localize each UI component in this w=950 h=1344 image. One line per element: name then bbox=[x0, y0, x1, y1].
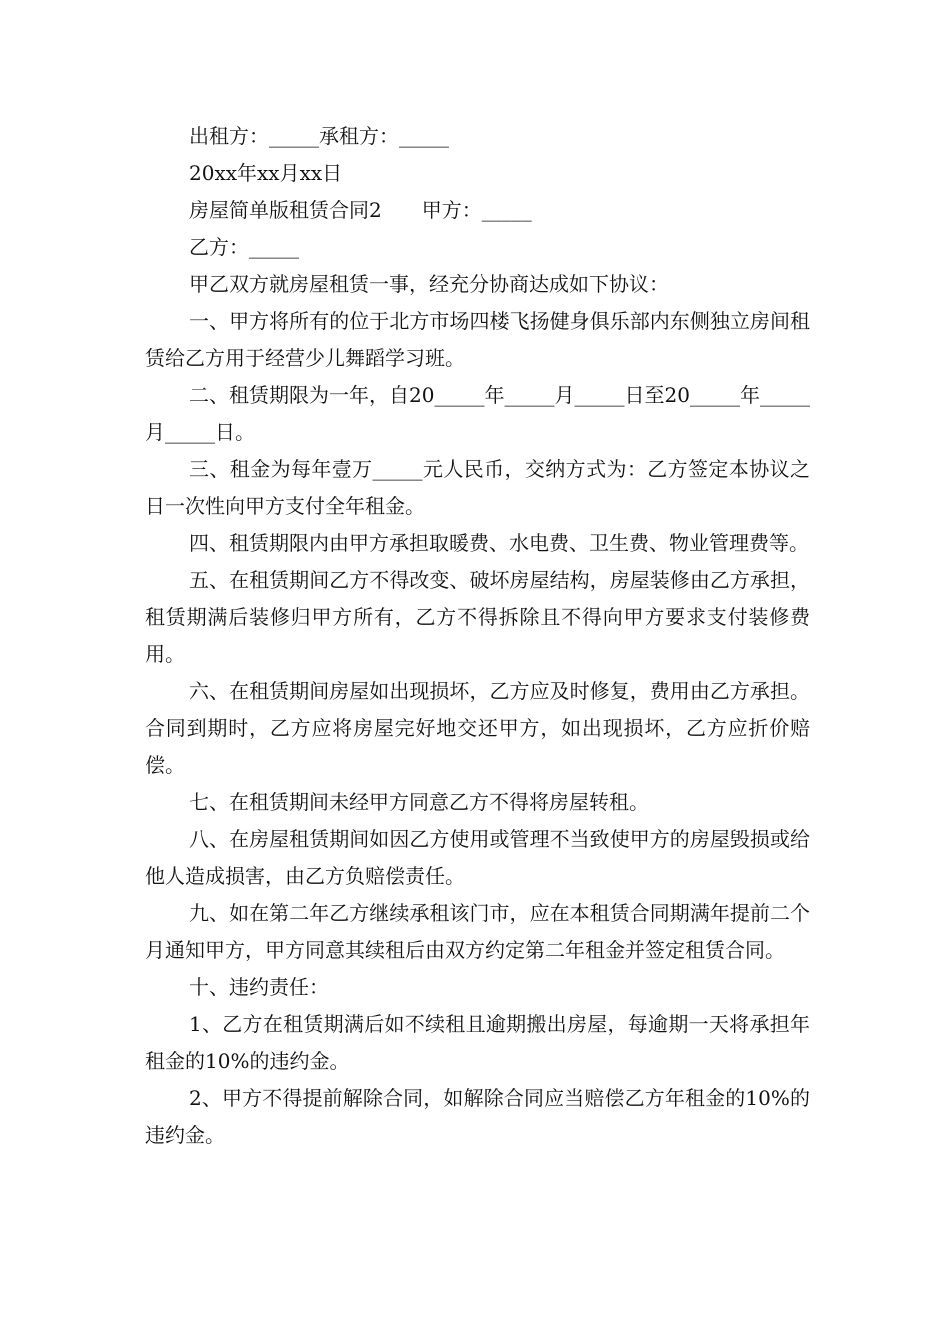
party-b-line: 乙方：_____ bbox=[189, 235, 299, 259]
clause-10-heading: 十、违约责任： bbox=[189, 975, 329, 999]
clause-8: 八、在房屋租赁期间如因乙方使用或管理不当致使甲方的房屋毁损或给他人造成损害，由乙方负赔偿责任。 bbox=[145, 827, 810, 888]
lessor-lessee-line: 出租方：_____承租方：_____ bbox=[189, 124, 449, 148]
clause-1: 一、甲方将所有的位于北方市场四楼飞扬健身俱乐部内东侧独立房间租赁给乙方用于经营少儿舞蹈学习班。 bbox=[145, 309, 810, 370]
clause-7: 七、在租赁期间未经甲方同意乙方不得将房屋转租。 bbox=[189, 790, 649, 814]
clause-6: 六、在租赁期间房屋如出现损坏，乙方应及时修复，费用由乙方承担。合同到期时，乙方应将房屋完好地交还甲方，如出现损坏，乙方应折价赔偿。 bbox=[145, 679, 810, 777]
date-line: 20xx年xx月xx日 bbox=[189, 161, 343, 185]
clause-3: 三、租金为每年壹万_____元人民币，交纳方式为：乙方签定本协议之日一次性向甲方支付全年租金。 bbox=[145, 457, 810, 518]
clause-4: 四、租赁期限内由甲方承担取暖费、水电费、卫生费、物业管理费等。 bbox=[189, 531, 809, 555]
document-body bbox=[145, 118, 810, 1154]
breach-item-1: 1、乙方在租赁期满后如不续租且逾期搬出房屋，每逾期一天将承担年租金的10%的违约金。 bbox=[145, 1012, 810, 1073]
clause-9: 九、如在第二年乙方继续承租该门市，应在本租赁合同期满年提前二个月通知甲方，甲方同意其续租后由双方约定第二年租金并签定租赁合同。 bbox=[145, 901, 810, 962]
contract-title-line: 房屋简单版租赁合同2 甲方：_____ bbox=[189, 198, 532, 222]
breach-item-2: 2、甲方不得提前解除合同，如解除合同应当赔偿乙方年租金的10%的违约金。 bbox=[145, 1086, 810, 1147]
intro-paragraph: 甲乙双方就房屋租赁一事，经充分协商达成如下协议： bbox=[189, 272, 669, 296]
clause-5: 五、在租赁期间乙方不得改变、破坏房屋结构，房屋装修由乙方承担，租赁期满后装修归甲方所有，乙方不得拆除且不得向甲方要求支付装修费用。 bbox=[145, 568, 810, 666]
clause-2: 二、租赁期限为一年，自20_____年_____月_____日至20_____年_____月_____日。 bbox=[145, 383, 810, 444]
